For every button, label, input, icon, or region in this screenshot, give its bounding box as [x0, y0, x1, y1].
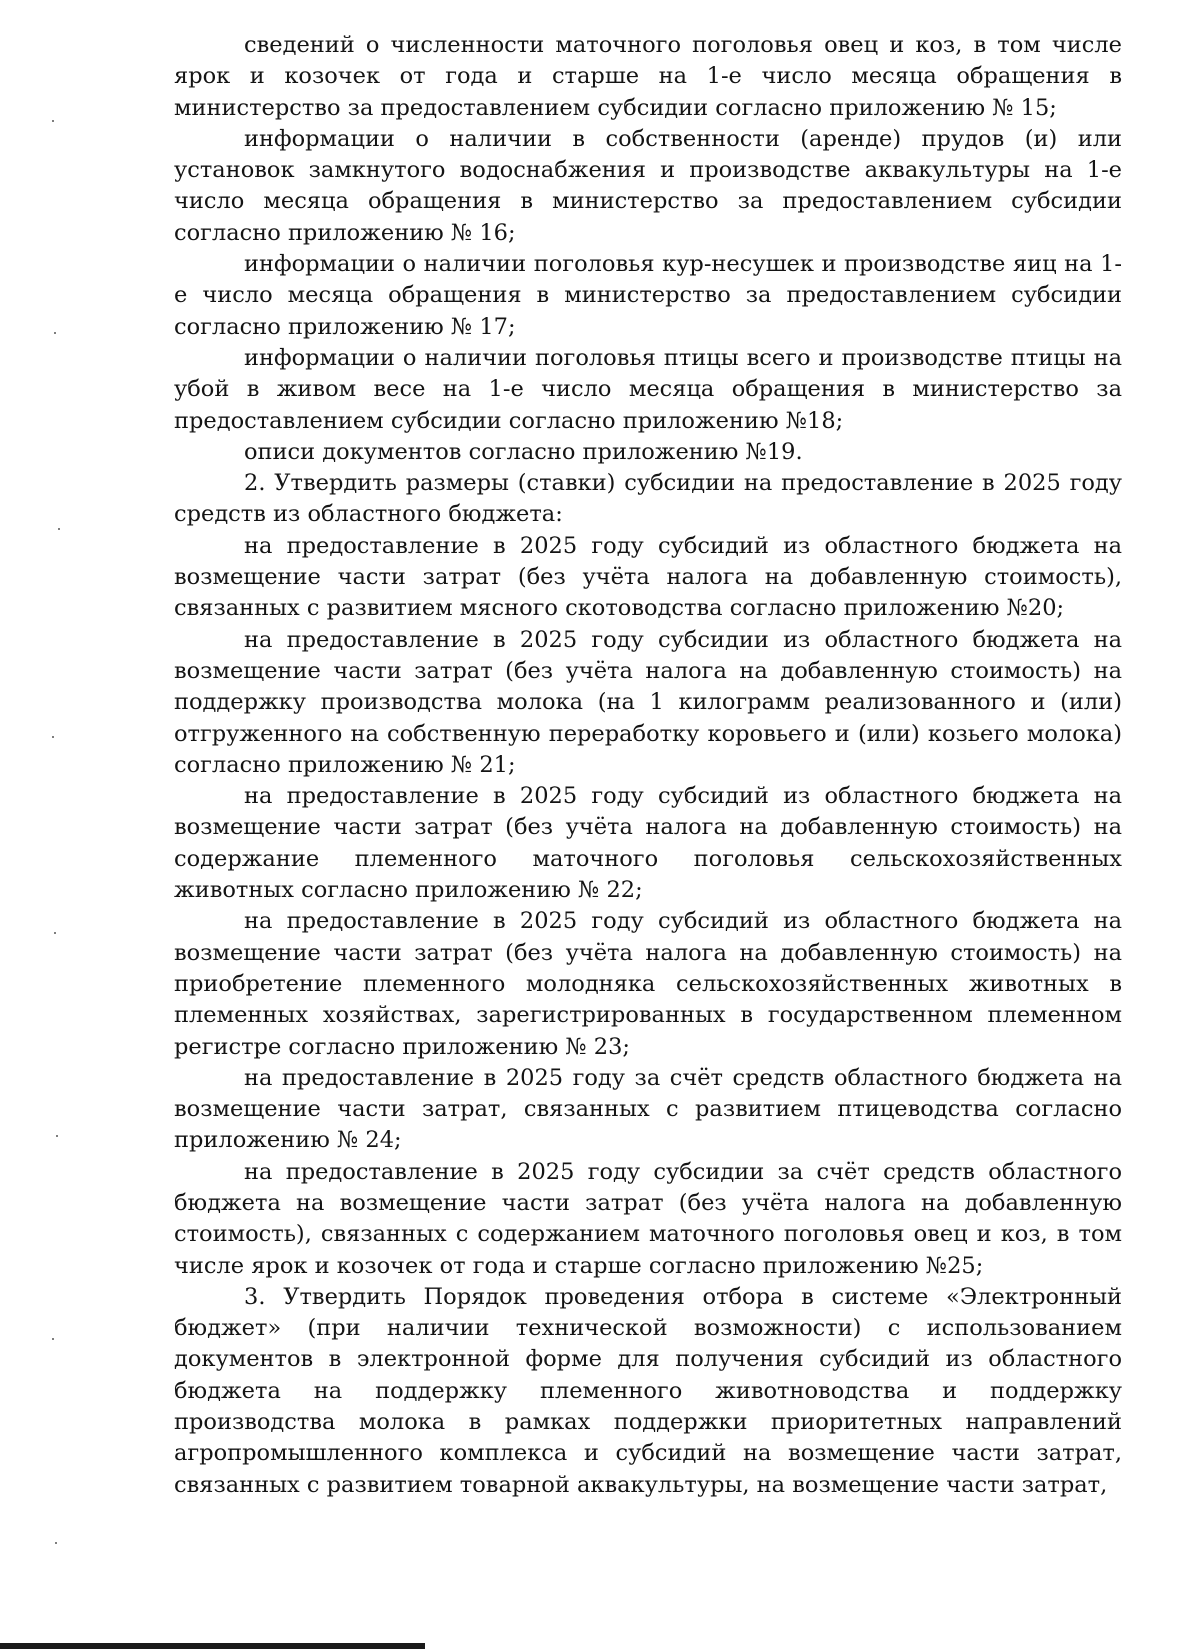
scan-speck: [54, 932, 56, 934]
paragraph-poultry-farming-subsidy: на предоставление в 2025 году за счёт средств областного бюджета на возмещение части затрат, связанных с развитием птицеводства согласно приложению № 24;: [174, 1064, 1122, 1154]
paragraph-milk-production-subsidy: на предоставление в 2025 году субсидии из областного бюджета на возмещение части затрат (без учёта налога на добавленную стоимость) на поддержку производства молока (на 1 килограмм реализованного и (или) отгруженного на собственную переработку коровьего и (или) козьего молока) согласно приложению № 21;: [174, 626, 1122, 778]
paragraph-section-2-heading: 2. Утвердить размеры (ставки) субсидии на предоставление в 2025 году средств из областного бюджета:: [174, 470, 1122, 528]
scan-speck: [52, 120, 54, 122]
scan-speck: [54, 332, 56, 334]
paragraph-section-3-procedure: 3. Утвердить Порядок проведения отбора в системе «Электронный бюджет» (при наличии технической возможности) с использованием документов в электронной форме для получения субсидий из областного бюджета на поддержку племенного животноводства и поддержку производства молока в рамках поддержки приоритетных направлений агропромышленного комплекса и субсидий на возмещение части затрат, связанных с развитием товарной аквакультуры, на возмещение части затрат,: [174, 1283, 1122, 1498]
scan-speck: [52, 736, 54, 738]
paragraph-beef-cattle-subsidy: на предоставление в 2025 году субсидий из областного бюджета на возмещение части затрат (без учёта налога на добавленную стоимость), связанных с развитием мясного скотоводства согласно приложению №20;: [174, 532, 1122, 622]
paragraph-aquaculture-info: информации о наличии в собственности (аренде) прудов (и) или установок замкнутого водоснабжения и производстве аквакультуры на 1-е число месяца обращения в министерство за предоставлением субсидии согласно приложению № 16;: [174, 125, 1122, 246]
scan-speck: [58, 528, 60, 530]
scan-speck: [56, 1135, 58, 1137]
paragraph-young-breeding-stock-subsidy: на предоставление в 2025 году субсидий из областного бюджета на возмещение части затрат (без учёта налога на добавленную стоимость) на приобретение племенного молодняка сельскохозяйственных животных в племенных хозяйствах, зарегистрированных в государственном племенном регистре согласно приложению № 23;: [174, 908, 1122, 1060]
paragraph-poultry-info: информации о наличии поголовья птицы всего и производстве птицы на убой в живом весе на 1-е число месяца обращения в министерство за предоставлением субсидии согласно приложению №18;: [174, 344, 1122, 434]
paragraph-sheep-goat-livestock: сведений о численности маточного поголовья овец и коз, в том числе ярок и козочек от года и старше на 1-е число месяца обращения в министерство за предоставлением субсидии согласно приложению № 15;: [174, 32, 1122, 121]
scan-speck: [52, 1338, 54, 1340]
paragraph-laying-hens-info: информации о наличии поголовья кур-несушек и производстве яиц на 1-е число месяца обращения в министерство за предоставлением субсидии согласно приложению № 17;: [174, 251, 1122, 340]
paragraph-breeding-stock-subsidy: на предоставление в 2025 году субсидий из областного бюджета на возмещение части затрат (без учёта налога на добавленную стоимость) на содержание племенного маточного поголовья сельскохозяйственных животных согласно приложению № 22;: [174, 783, 1122, 904]
scan-speck: [55, 1542, 57, 1544]
paragraph-sheep-goat-subsidy: на предоставление в 2025 году субсидии за счёт средств областного бюджета на возмещение части затрат (без учёта налога на добавленную стоимость), связанных с содержанием маточного поголовья овец и коз, в том числе ярок и козочек от года и старше согласно приложению №25;: [174, 1158, 1122, 1279]
paragraph-document-inventory: описи документов согласно приложению №19.: [244, 438, 803, 465]
scan-edge-line: [0, 1643, 425, 1649]
document-body: [174, 30, 1122, 1501]
